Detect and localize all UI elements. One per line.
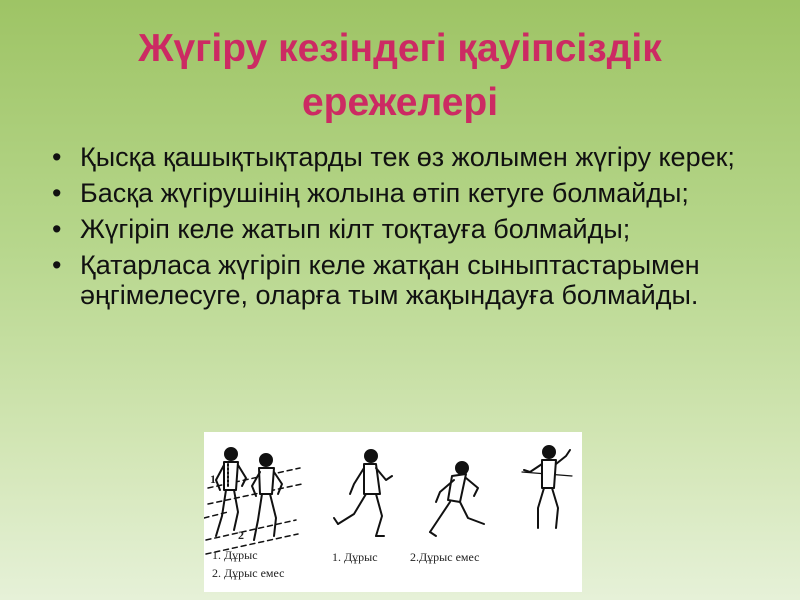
rule-item xyxy=(48,250,768,310)
rule-item xyxy=(48,214,768,244)
runner-figure-5 xyxy=(522,446,572,528)
rules-list xyxy=(48,142,768,316)
rule-text: Басқа жүгірушінің жолына өтіп кетуге болмайды; xyxy=(80,178,689,208)
caption-left-2: 2. Дұрыс емес xyxy=(212,566,285,580)
lane-lines xyxy=(204,468,302,554)
runner-marker-1: 1 xyxy=(210,472,216,486)
rule-item xyxy=(48,178,768,208)
bullet-icon: • xyxy=(52,214,62,244)
runner-figure-3 xyxy=(334,450,392,536)
bullet-icon: • xyxy=(52,142,62,172)
caption-mid: 1. Дұрыс xyxy=(332,550,378,564)
runner-figure-1 xyxy=(216,448,246,536)
bullet-icon: • xyxy=(52,250,62,280)
caption-right: 2.Дұрыс емес xyxy=(410,550,480,564)
bullet-icon: • xyxy=(52,178,62,208)
runner-figure-4 xyxy=(430,462,484,536)
caption-left-1: 1. Дұрыс xyxy=(212,548,258,562)
title-line-2: ережелері xyxy=(301,81,499,124)
slide-title xyxy=(60,22,740,130)
rule-text: Қысқа қашықтықтарды тек өз жолымен жүгіру керек; xyxy=(80,142,735,172)
rule-text: Қатарласа жүгіріп келе жатқан сыныптастарымен әңгімелесуге, оларға тым жақындауға болмайды. xyxy=(80,250,700,310)
runners-illustration xyxy=(204,432,582,592)
runner-figure-2 xyxy=(252,454,282,540)
rule-text: Жүгіріп келе жатып кілт тоқтауға болмайды; xyxy=(80,214,631,244)
rule-item xyxy=(48,142,768,172)
title-line-1: Жүгіру кезіндегі қауіпсіздік xyxy=(138,27,662,70)
runner-marker-2: 2 xyxy=(238,528,244,542)
